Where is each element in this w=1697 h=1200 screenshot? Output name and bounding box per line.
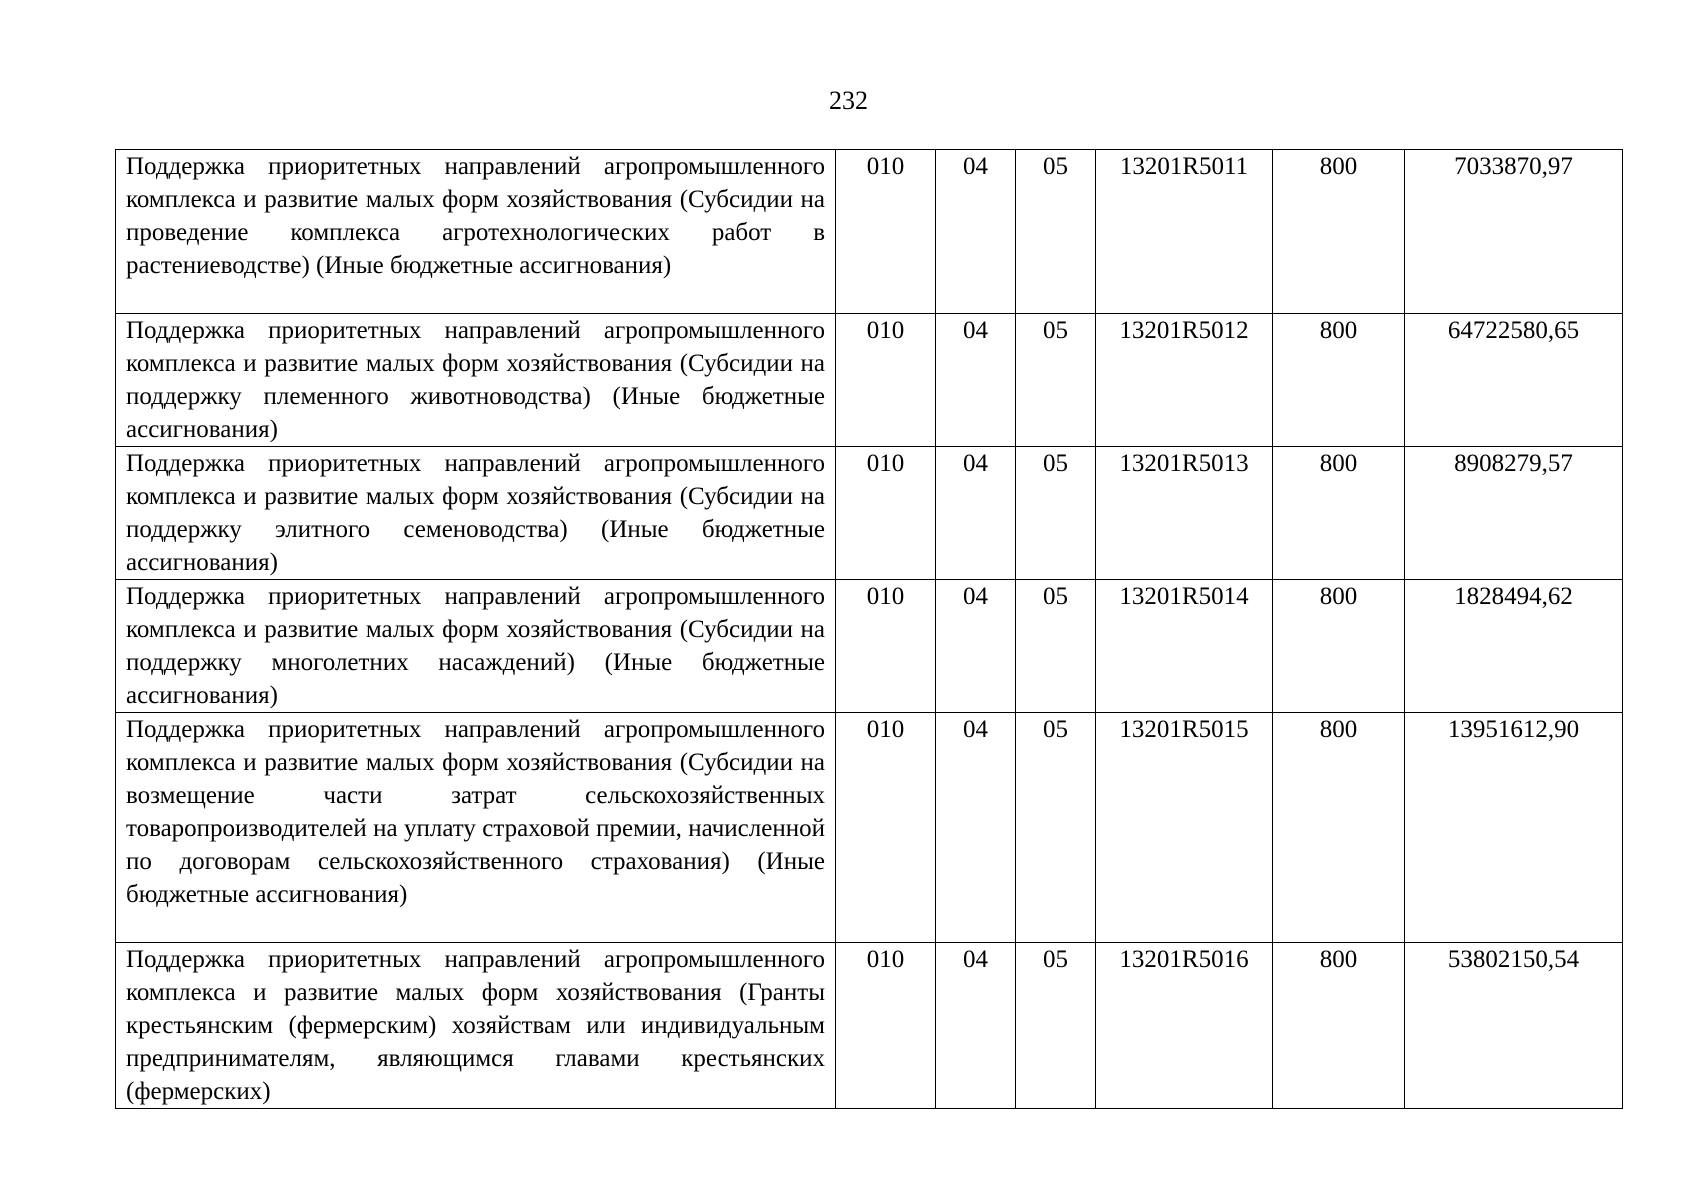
expense-type-code: 800 — [1273, 314, 1405, 447]
target-article-code: 13201R5014 — [1096, 580, 1273, 713]
row-description: Поддержка приоритетных направлений агропромышленного комплекса и развитие малых форм хозяйствования (Субсидии на поддержку племенного животноводства) (Иные бюджетные ассигнования) — [116, 314, 836, 447]
target-article-code: 13201R5012 — [1096, 314, 1273, 447]
row-description: Поддержка приоритетных направлений агропромышленного комплекса и развитие малых форм хозяйствования (Гранты крестьянским (фермерским) хозяйствам или индивидуальным предпринимателям, являющимся главами крестьянских (фермерских) — [116, 943, 836, 1109]
subsection-code: 05 — [1016, 314, 1096, 447]
table-row — [116, 314, 1623, 447]
amount: 64722580,65 — [1405, 314, 1623, 447]
ministry-code: 010 — [836, 580, 936, 713]
budget-table — [115, 149, 1623, 1109]
target-article-code: 13201R5016 — [1096, 943, 1273, 1109]
row-description: Поддержка приоритетных направлений агропромышленного комплекса и развитие малых форм хозяйствования (Субсидии на поддержку элитного семеноводства) (Иные бюджетные ассигнования) — [116, 447, 836, 580]
section-code: 04 — [936, 943, 1016, 1109]
expense-type-code: 800 — [1273, 580, 1405, 713]
row-description: Поддержка приоритетных направлений агропромышленного комплекса и развитие малых форм хозяйствования (Субсидии на поддержку многолетних насаждений) (Иные бюджетные ассигнования) — [116, 580, 836, 713]
row-description: Поддержка приоритетных направлений агропромышленного комплекса и развитие малых форм хозяйствования (Субсидии на возмещение части затрат сельскохозяйственных товаропроизводителей на уплату страховой премии, начисленной по договорам сельскохозяйственного страхования) (Иные бюджетные ассигнования) — [116, 713, 836, 943]
page-number: 232 — [829, 86, 868, 115]
subsection-code: 05 — [1016, 713, 1096, 943]
target-article-code: 13201R5011 — [1096, 150, 1273, 314]
ministry-code: 010 — [836, 943, 936, 1109]
row-description: Поддержка приоритетных направлений агропромышленного комплекса и развитие малых форм хозяйствования (Субсидии на проведение комплекса агротехнологических работ в растениеводстве) (Иные бюджетные ассигнования) — [116, 150, 836, 314]
ministry-code: 010 — [836, 314, 936, 447]
section-code: 04 — [936, 150, 1016, 314]
ministry-code: 010 — [836, 713, 936, 943]
amount: 53802150,54 — [1405, 943, 1623, 1109]
subsection-code: 05 — [1016, 580, 1096, 713]
table-row — [116, 943, 1623, 1109]
amount: 13951612,90 — [1405, 713, 1623, 943]
section-code: 04 — [936, 580, 1016, 713]
section-code: 04 — [936, 314, 1016, 447]
target-article-code: 13201R5013 — [1096, 447, 1273, 580]
expense-type-code: 800 — [1273, 150, 1405, 314]
table-row — [116, 447, 1623, 580]
target-article-code: 13201R5015 — [1096, 713, 1273, 943]
expense-type-code: 800 — [1273, 943, 1405, 1109]
subsection-code: 05 — [1016, 943, 1096, 1109]
amount: 8908279,57 — [1405, 447, 1623, 580]
table-row — [116, 713, 1623, 943]
expense-type-code: 800 — [1273, 447, 1405, 580]
subsection-code: 05 — [1016, 150, 1096, 314]
table-row — [116, 580, 1623, 713]
table-row — [116, 150, 1623, 314]
ministry-code: 010 — [836, 447, 936, 580]
section-code: 04 — [936, 447, 1016, 580]
ministry-code: 010 — [836, 150, 936, 314]
section-code: 04 — [936, 713, 1016, 943]
amount: 7033870,97 — [1405, 150, 1623, 314]
amount: 1828494,62 — [1405, 580, 1623, 713]
expense-type-code: 800 — [1273, 713, 1405, 943]
subsection-code: 05 — [1016, 447, 1096, 580]
